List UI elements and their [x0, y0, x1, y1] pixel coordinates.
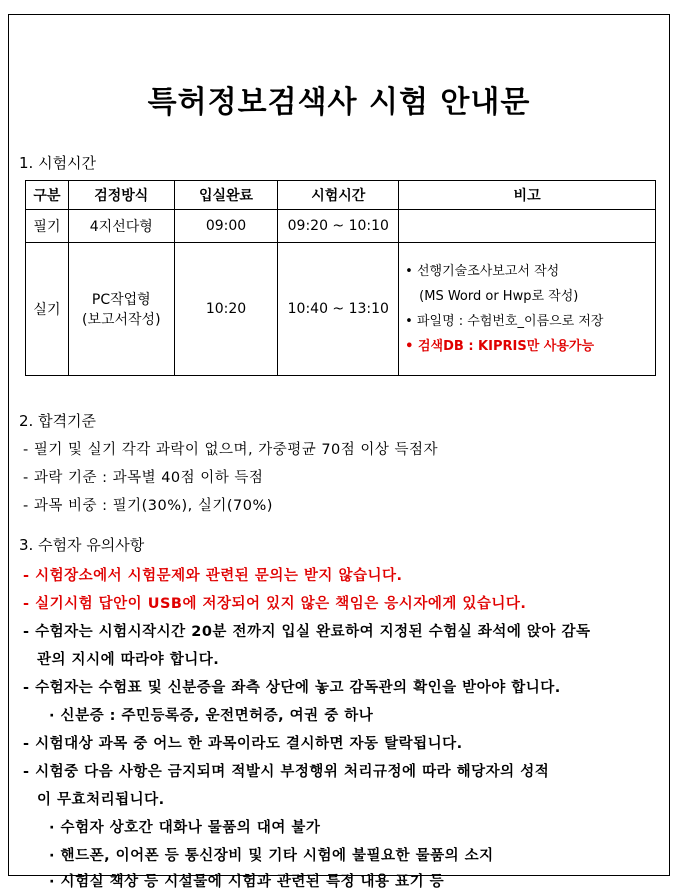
list-item-continued: 관의 지시에 따라야 합니다. [37, 652, 220, 668]
section-heading-exam-time: 1. 시험시간 [19, 154, 97, 172]
list-item: - 시험중 다음 사항은 금지되며 적발시 부정행위 처리규정에 따라 해당자의 성적 [23, 764, 550, 780]
list-item-continued: 이 무효처리됩니다. [37, 792, 165, 808]
table-cell: 09:00 [174, 210, 278, 243]
sub-list-item: · 핸드폰, 이어폰 등 통신장비 및 기타 시험에 불필요한 물품의 소지 [49, 848, 494, 864]
sub-list-item: · 수험자 상호간 대화나 물품의 대여 불가 [49, 820, 321, 836]
table-cell [68, 243, 174, 376]
list-item-warning: - 실기시험 답안이 USB에 저장되어 있지 않은 책임은 응시자에게 있습니다. [23, 596, 527, 612]
list-item: - 필기 및 실기 각각 과락이 없으며, 가중평균 70점 이상 득점자 [23, 442, 439, 458]
table-cell [399, 210, 656, 243]
header-cell: 입실완료 [174, 181, 278, 210]
table-cell-notes [399, 243, 656, 376]
table-cell: 실기 [26, 243, 69, 376]
table-cell: 4지선다형 [68, 210, 174, 243]
list-item: - 시험대상 과목 중 어느 한 과목이라도 결시하면 자동 탈락됩니다. [23, 736, 463, 752]
note-item-text: (MS Word or Hwp로 작성) [419, 289, 579, 304]
header-cell: 시험시간 [278, 181, 399, 210]
header-cell: 구분 [26, 181, 69, 210]
list-item: - 과락 기준 : 과목별 40점 이하 득점 [23, 470, 264, 486]
method-line: PC작업형 [91, 292, 151, 308]
table-cell: 필기 [26, 210, 69, 243]
table-header-row [26, 181, 656, 210]
table-cell: 10:40 ~ 13:10 [278, 243, 399, 376]
sub-list-item: · 신분증 : 주민등록증, 운전면허증, 여권 중 하나 [49, 708, 374, 724]
note-item-highlight: • 검색DB : KIPRIS만 사용가능 [405, 339, 595, 354]
list-item: - 수험자는 시험시작시간 20분 전까지 입실 완료하여 지정된 수험실 좌석에 앉아 감독 [23, 624, 591, 640]
table-cell: 09:20 ~ 10:10 [278, 210, 399, 243]
table-row [26, 210, 656, 243]
table-cell: 10:20 [174, 243, 278, 376]
table-row [26, 243, 656, 376]
header-cell: 비고 [399, 181, 656, 210]
header-cell: 검정방식 [68, 181, 174, 210]
document-page [8, 14, 670, 890]
section-heading-notices: 3. 수험자 유의사항 [19, 536, 145, 554]
method-line: (보고서작성) [82, 312, 161, 328]
note-item [405, 284, 651, 309]
list-item: - 과목 비중 : 필기(30%), 실기(70%) [23, 498, 273, 514]
note-item: • 파일명 : 수험번호_이름으로 저장 [405, 314, 604, 329]
exam-schedule-table [25, 180, 656, 376]
page-title: 특허정보검색사 시험 안내문 [147, 85, 531, 120]
list-item-warning: - 시험장소에서 시험문제와 관련된 문의는 받지 않습니다. [23, 568, 403, 584]
note-item: • 선행기술조사보고서 작성 [405, 264, 560, 279]
list-item: - 수험자는 수험표 및 신분증을 좌측 상단에 놓고 감독관의 확인을 받아야 합니다. [23, 680, 561, 696]
sub-list-item: · 시험실 책상 등 시설물에 시험과 관련된 특정 내용 표기 등 [49, 874, 445, 890]
section-heading-pass-criteria: 2. 합격기준 [19, 412, 97, 430]
